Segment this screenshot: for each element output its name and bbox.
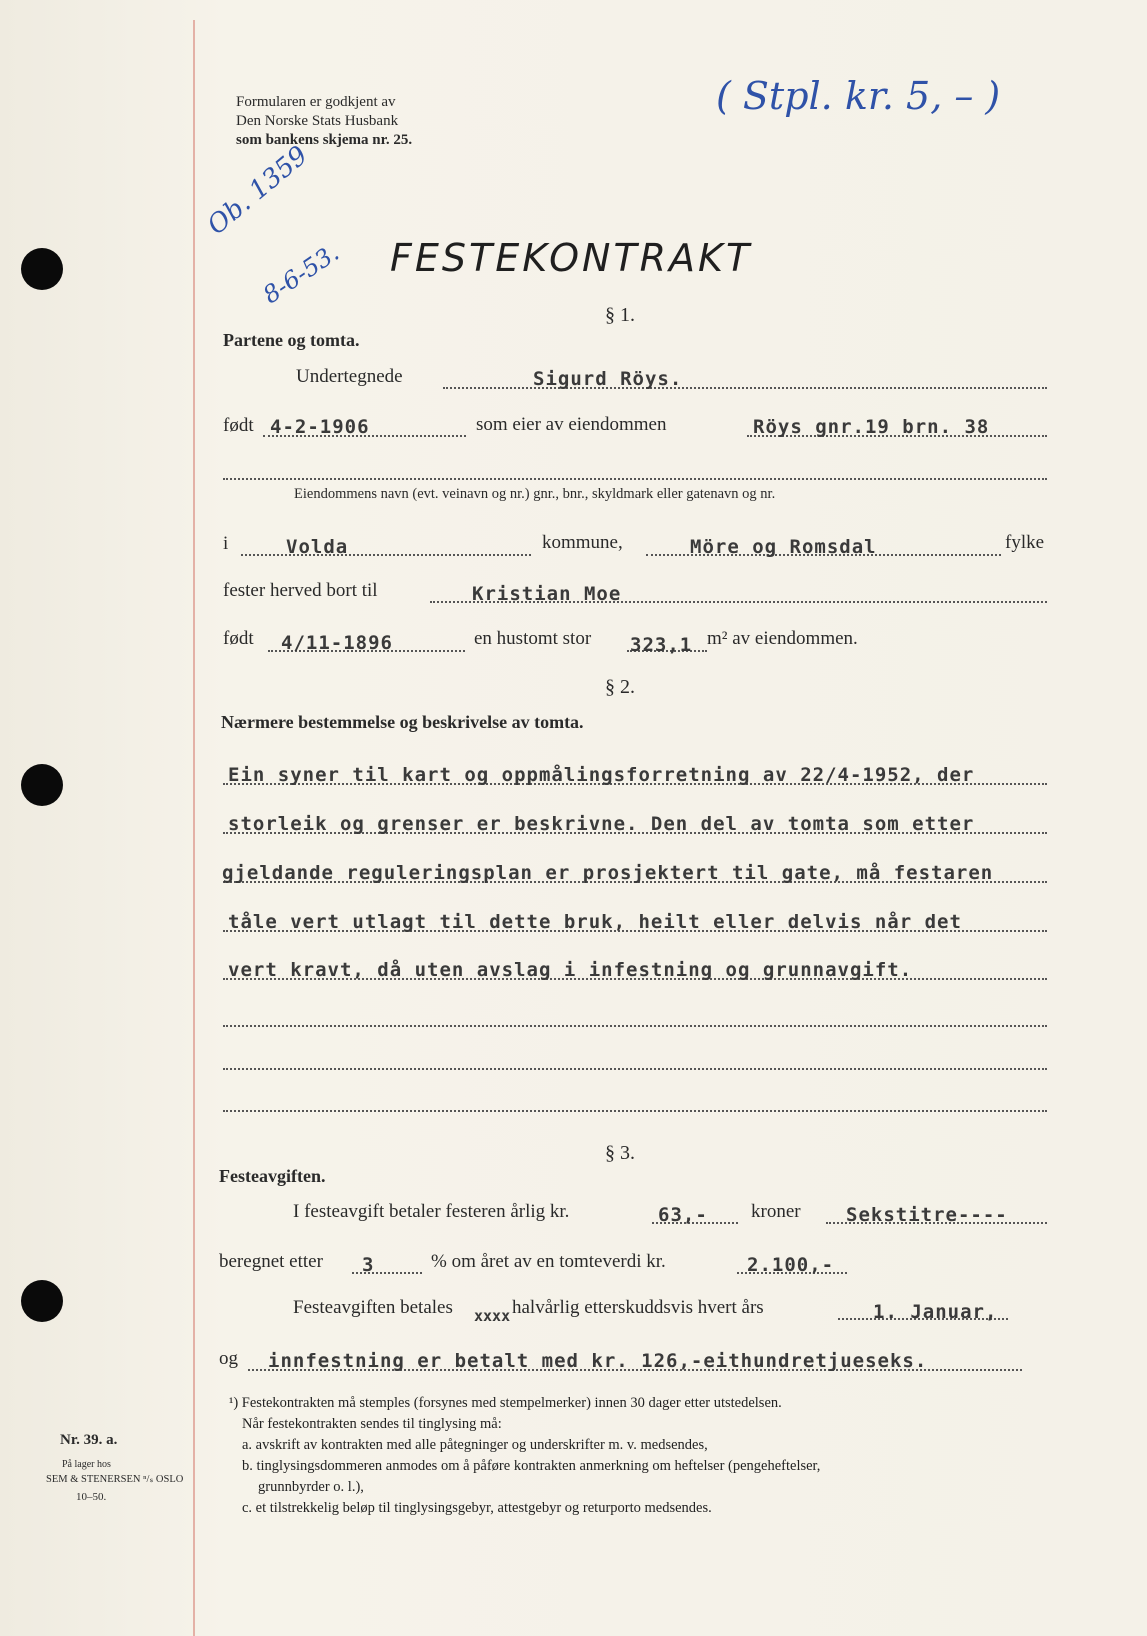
fill-line [223,1110,1047,1112]
struck-text: xxxx [474,1307,511,1325]
county: Möre og Romsdal [690,536,877,558]
margin-rule [193,20,195,1636]
section-heading: Festeavgiften. [219,1166,326,1186]
fill-line [241,554,531,556]
field-label: og [219,1348,238,1369]
due-date: 1. Januar, [873,1301,998,1323]
stamp-fee-note: ( Stpl. kr. 5, – ) [716,74,1001,118]
footnote-line: grunnbyrder o. l.), [258,1479,364,1495]
description-line: tåle vert utlagt til dette bruk, heilt eller delvis når det [228,911,962,933]
printer-stock: På lager hos [62,1459,111,1470]
annual-fee-words: Sekstitre---- [846,1204,1008,1226]
footnote-line: ¹) Festekontrakten må stemples (forsynes med stempelmerker) innen 30 dager etter utstedelsen. [229,1395,782,1411]
field-label: født [223,628,254,649]
form-number: Nr. 39. a. [60,1432,118,1448]
approval-line: som bankens skjema nr. 25. [236,132,413,148]
field-label: % om året av en tomteverdi kr. [431,1251,666,1272]
property-id: Röys gnr.19 brn. 38 [753,416,990,438]
municipality: Volda [286,536,349,558]
field-label: kommune, [542,532,623,553]
description-line: gjeldande reguleringsplan er prosjektert til gate, må festaren [222,862,994,884]
field-label: fylke [1005,532,1045,553]
footnote-line: c. et tilstrekkelig beløp til tinglysingsgebyr, attestgebyr og returporto medsendes. [242,1500,712,1516]
field-label: som eier av eiendommen [476,414,667,435]
document-title: FESTEKONTRAKT [390,236,753,280]
description-line: Ein syner til kart og oppmålingsforretning av 22/4-1952, der [228,764,975,786]
plot-area: 323,1 [630,634,693,656]
field-label: Festeavgiften betales [293,1297,453,1318]
field-label: beregnet etter [219,1251,323,1272]
field-label: kroner [751,1201,801,1222]
approval-line: Formularen er godkjent av [236,94,396,110]
section-number: § 2. [605,676,635,698]
footnote-line: a. avskrift av kontrakten med alle påtegninger og underskrifter m. v. medsendes, [242,1437,708,1453]
field-label: født [223,415,254,436]
ob-note-date: 8-6-53. [258,238,345,310]
description-line: storleik og grenser er beskrivne. Den del av tomta som etter [228,813,975,835]
plot-value: 2.100,- [747,1254,835,1276]
punch-hole [21,248,63,290]
field-label: Undertegnede [296,366,403,387]
entry-fee-note: innfestning er betalt med kr. 126,-eithundretjueseks. [268,1350,928,1372]
field-label: i [223,533,229,554]
approval-note [236,93,412,150]
footnote-line: b. tinglysingsdommeren anmodes om å påføre kontrakten anmerkning om heftelser (pengeheftelser, [242,1458,821,1474]
fill-line [223,478,1047,480]
footnote-line: Når festekontrakten sendes til tinglysing må: [242,1416,502,1432]
printer-name: SEM & STENERSEN ⁿ/ₛ OSLO [46,1474,184,1485]
fill-line [223,1068,1047,1070]
field-label: I festeavgift betaler festeren årlig kr. [293,1201,570,1222]
field-label: en hustomt stor [474,628,592,649]
print-edition: 10–50. [76,1491,107,1503]
section-heading: Nærmere bestemmelse og beskrivelse av tomta. [221,712,584,732]
percentage: 3 [362,1254,375,1276]
field-label: fester herved bort til [223,580,378,601]
section-number: § 1. [605,304,635,326]
section-heading: Partene og tomta. [223,330,360,350]
lessee-birthdate: 4/11-1896 [281,632,393,654]
punch-hole [21,764,63,806]
lessee-name: Kristian Moe [472,583,622,605]
ob-note-number: Ob. 1359 [202,140,314,241]
property-caption: Eiendommens navn (evt. veinavn og nr.) gnr., bnr., skyldmark eller gatenavn og nr. [294,486,776,502]
fill-line [223,1025,1047,1027]
description-line: vert kravt, då uten avslag i infestning og grunnavgift. [228,959,913,981]
section-number: § 3. [605,1142,635,1164]
field-label: m² av eiendommen. [707,628,858,649]
field-label: halvårlig etterskuddsvis hvert års [512,1297,764,1318]
punch-hole [21,1280,63,1322]
annual-fee: 63,- [658,1204,708,1226]
lessor-name: Sigurd Röys. [533,368,683,390]
approval-line: Den Norske Stats Husbank [236,113,399,129]
lessor-birthdate: 4-2-1906 [270,416,370,438]
